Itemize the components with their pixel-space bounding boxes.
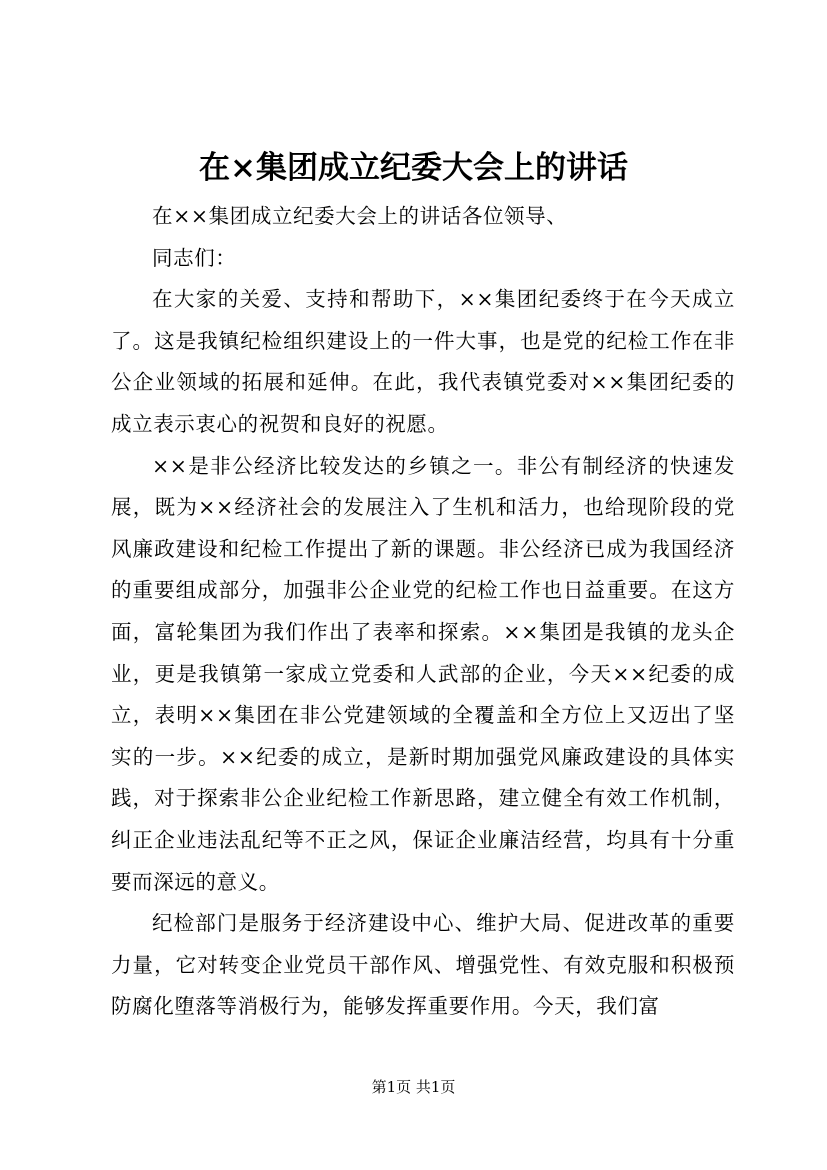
paragraph-salutation: 同志们： [152,245,237,270]
document-title: 在×集团成立纪委大会上的讲话 [199,150,628,186]
paragraph-2: ××是非公经济比较发达的乡镇之一。非公有制经济的快速发展，既为××经济社会的发展注入了生机和活力，也给现阶段的党风廉政建设和纪检工作提出了新的课题。非公经济已成为我国经济的重要组成部分，加强非公企业党的纪检工作也日益重要。在这方面，富轮集团为我们作出了表率和探索。××集团是我镇的龙头企业，更是我镇第一家成立党委和人武部的企业，今天××纪委的成立，表明××集团在非公党建领域的全覆盖和全方位上又迈出了坚实的一步。××纪委的成立，是新时期加强党风廉政建设的具体实践，对于探索非公企业纪检工作新思路，建立健全有效工作机制，纠正企业违法乱纪等不正之风，保证企业廉洁经营，均具有十分重要而深远的意义。 [111,453,735,894]
paragraph-1: 在大家的关爱、支持和帮助下，××集团纪委终于在今天成立了。这是我镇纪检组织建设上的一件大事，也是党的纪检工作在非公企业领域的拓展和延伸。在此，我代表镇党委对××集团纪委的成立表示衷心的祝贺和良好的祝愿。 [111,287,735,436]
paragraph-opening: 在××集团成立纪委大会上的讲话各位领导、 [152,204,568,228]
page-number-footer: 第1页 共1页 [371,1078,456,1096]
document-body [111,196,735,1028]
paragraph-3: 纪检部门是服务于经济建设中心、维护大局、促进改革的重要力量，它对转变企业党员干部作风、增强党性、有效克服和积极预防腐化堕落等消极行为，能够发挥重要作用。今天，我们富 [111,911,735,1019]
